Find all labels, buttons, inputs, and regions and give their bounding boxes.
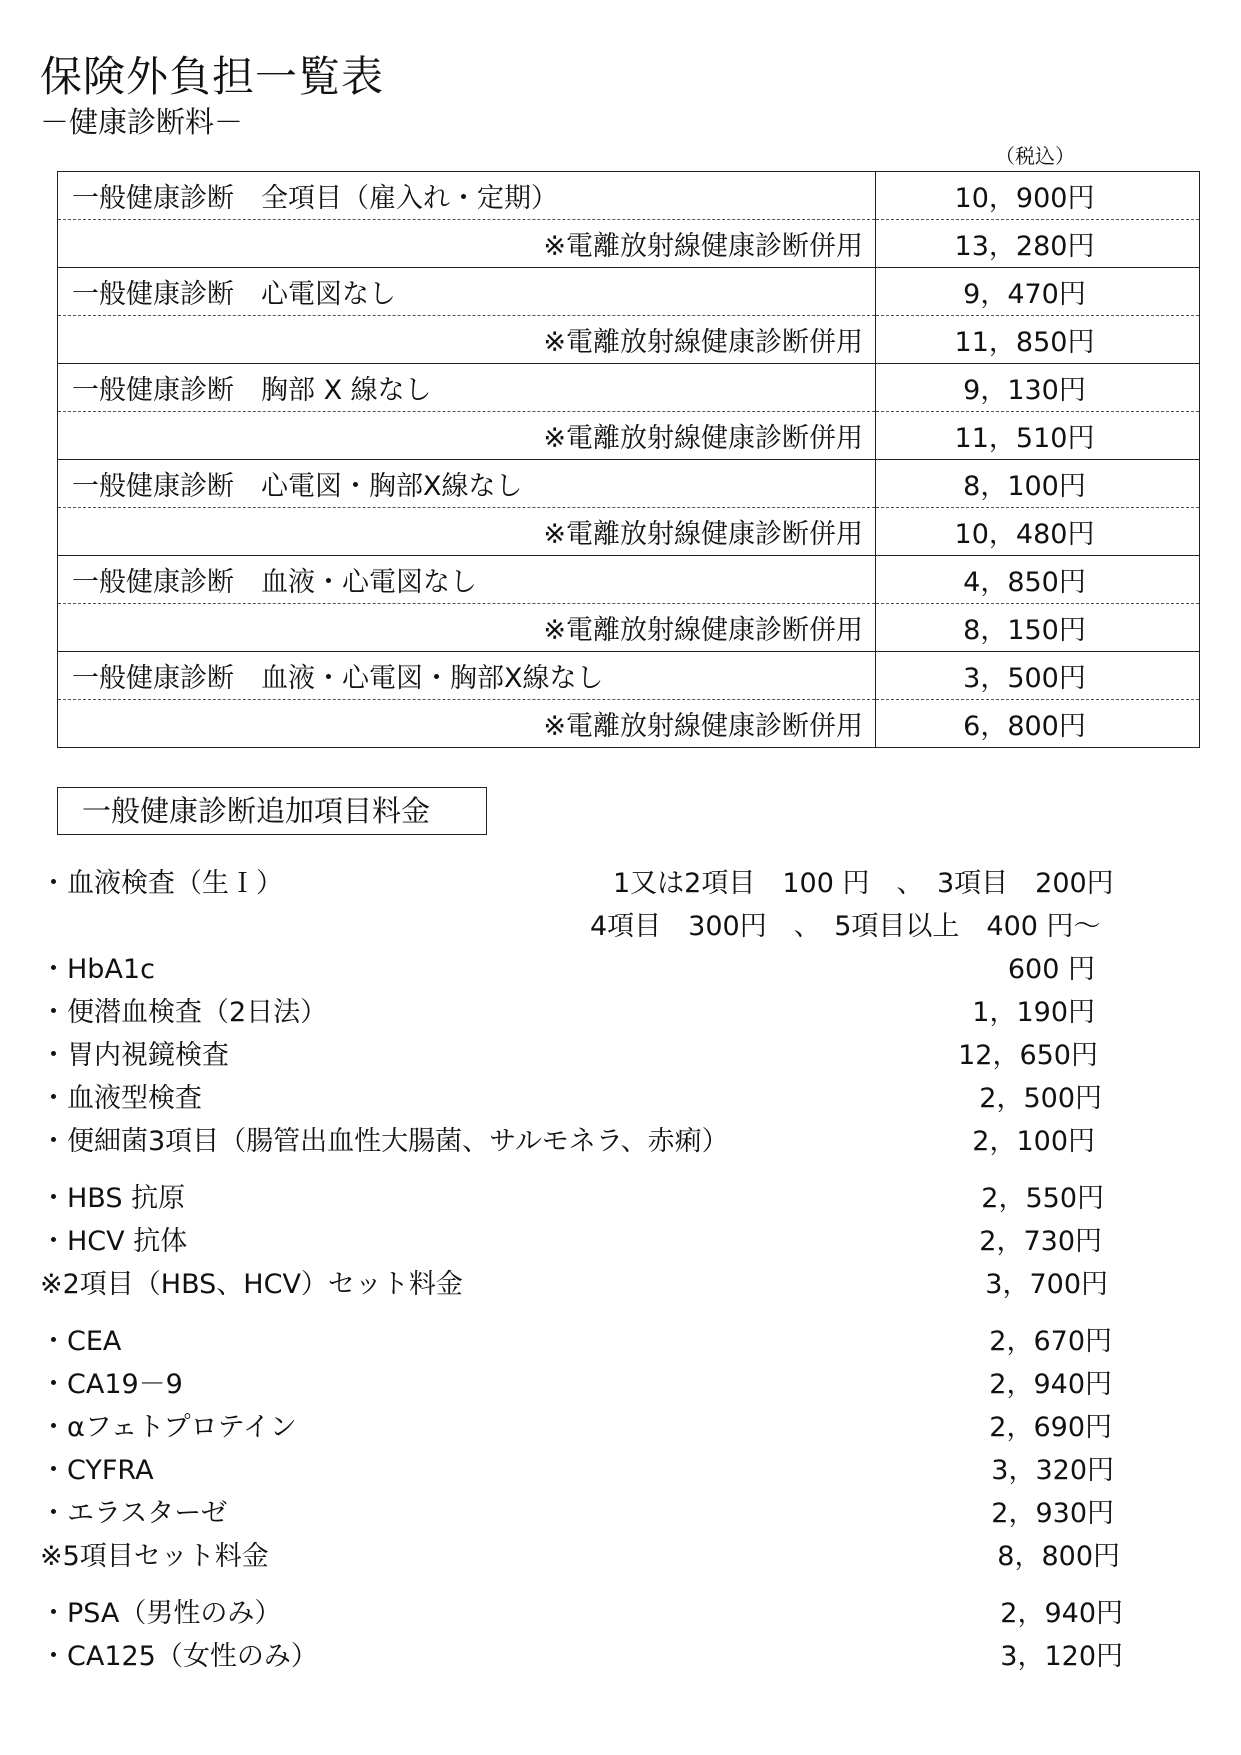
item-name: ※5項目セット料金 (40, 1541, 269, 1572)
blood-test-price-line1: 1又は2項目 100 円 、 3項目 200円 (613, 868, 1114, 899)
list-item (40, 1079, 1102, 1119)
checkup-label: 一般健康診断 胸部 X 線なし (58, 364, 876, 412)
item-name: ・CEA (40, 1326, 122, 1357)
list-item (40, 1451, 1114, 1491)
checkup-label: 一般健康診断 血液・心電図・胸部X線なし (58, 652, 876, 700)
table-row (58, 364, 1200, 412)
table-row (58, 220, 1200, 268)
blood-test-price-line2: 4項目 300円 、 5項目以上 400 円～ (590, 911, 1101, 942)
table-row (58, 652, 1200, 700)
list-item (40, 907, 1160, 947)
additional-items-heading: 一般健康診断追加項目料金 (57, 787, 487, 835)
checkup-fee-table (57, 171, 1200, 748)
list-item (40, 1594, 1123, 1634)
table-row (58, 172, 1200, 220)
checkup-price: 4，850円 (876, 556, 1200, 604)
combined-price: 10，480円 (876, 508, 1200, 556)
item-price: 2，930円 (991, 1498, 1114, 1529)
item-name: ・胃内視鏡検査 (40, 1040, 229, 1071)
item-price: 2，940円 (1000, 1598, 1123, 1629)
combined-label: ※電離放射線健康診断併用 (58, 604, 876, 652)
combined-label: ※電離放射線健康診断併用 (58, 700, 876, 748)
item-name: ・PSA（男性のみ） (40, 1598, 282, 1629)
table-row (58, 604, 1200, 652)
list-item (40, 1222, 1102, 1262)
table-row (58, 700, 1200, 748)
item-price: 2，500円 (979, 1083, 1102, 1114)
table-row (58, 268, 1200, 316)
combined-price: 11，850円 (876, 316, 1200, 364)
checkup-label: 一般健康診断 血液・心電図なし (58, 556, 876, 604)
combined-price: 6，800円 (876, 700, 1200, 748)
checkup-label: 一般健康診断 心電図・胸部X線なし (58, 460, 876, 508)
item-name: ・CYFRA (40, 1455, 154, 1486)
item-price: 3，120円 (1000, 1641, 1123, 1672)
list-item (40, 864, 1160, 904)
item-price: 600 円 (1007, 954, 1095, 985)
item-name: ・αフェトプロテイン (40, 1412, 297, 1443)
item-price: 12，650円 (958, 1040, 1098, 1071)
list-item (40, 1537, 1120, 1577)
list-item (40, 993, 1095, 1033)
item-name: ・便潜血検査（2日法） (40, 997, 328, 1028)
item-price: 3，700円 (985, 1269, 1108, 1300)
item-price: 2，670円 (989, 1326, 1112, 1357)
list-item (40, 1637, 1123, 1677)
list-item (40, 1036, 1098, 1076)
list-item (40, 1408, 1112, 1448)
item-price: 1，190円 (972, 997, 1095, 1028)
combined-label: ※電離放射線健康診断併用 (58, 412, 876, 460)
list-item (40, 1365, 1112, 1405)
list-item (40, 1494, 1114, 1534)
checkup-price: 8，100円 (876, 460, 1200, 508)
item-price: 2，730円 (979, 1226, 1102, 1257)
item-name: ・エラスターゼ (40, 1498, 228, 1529)
table-row (58, 556, 1200, 604)
combined-label: ※電離放射線健康診断併用 (58, 220, 876, 268)
item-price: 2，690円 (989, 1412, 1112, 1443)
list-item (40, 950, 1095, 990)
item-name: ・HBS 抗原 (40, 1183, 186, 1214)
checkup-price: 9，470円 (876, 268, 1200, 316)
combined-label: ※電離放射線健康診断併用 (58, 316, 876, 364)
list-item (40, 1179, 1104, 1219)
tax-note: （税込） (995, 144, 1075, 168)
table-row (58, 412, 1200, 460)
combined-label: ※電離放射線健康診断併用 (58, 508, 876, 556)
list-item (40, 1322, 1112, 1362)
item-price: 2，940円 (989, 1369, 1112, 1400)
item-name: ・CA19－9 (40, 1369, 183, 1400)
table-row (58, 460, 1200, 508)
item-price: 3，320円 (991, 1455, 1114, 1486)
checkup-price: 9，130円 (876, 364, 1200, 412)
combined-price: 13，280円 (876, 220, 1200, 268)
page-subtitle: －健康診断料－ (40, 105, 244, 139)
table-row (58, 508, 1200, 556)
checkup-label: 一般健康診断 心電図なし (58, 268, 876, 316)
item-name: ※2項目（HBS、HCV）セット料金 (40, 1269, 463, 1300)
checkup-price: 10，900円 (876, 172, 1200, 220)
item-name: ・便細菌3項目（腸管出血性大腸菌、サルモネラ、赤痢） (40, 1126, 729, 1157)
list-item (40, 1122, 1095, 1162)
item-name: ・HbA1c (40, 954, 155, 985)
item-name: ・CA125（女性のみ） (40, 1641, 318, 1672)
item-name: ・血液型検査 (40, 1083, 202, 1114)
item-name: ・HCV 抗体 (40, 1226, 188, 1257)
item-price: 2，100円 (972, 1126, 1095, 1157)
item-price: 2，550円 (981, 1183, 1104, 1214)
item-price: 8，800円 (997, 1541, 1120, 1572)
combined-price: 8，150円 (876, 604, 1200, 652)
table-row (58, 316, 1200, 364)
list-item (40, 1265, 1108, 1305)
page-title: 保険外負担一覧表 (40, 52, 385, 101)
checkup-price: 3，500円 (876, 652, 1200, 700)
item-name: ・血液検査（生Ｉ） (40, 868, 283, 899)
checkup-label: 一般健康診断 全項目（雇入れ・定期） (58, 172, 876, 220)
combined-price: 11，510円 (876, 412, 1200, 460)
